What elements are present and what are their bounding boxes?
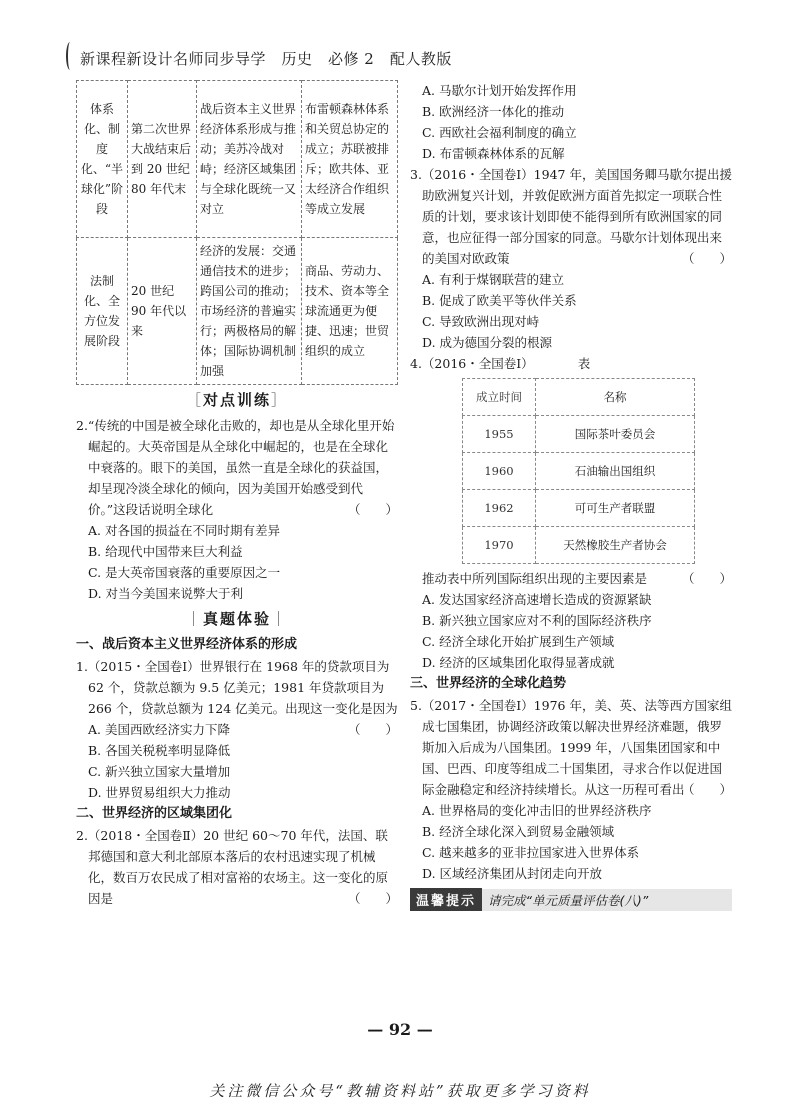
tip-label: 温馨提示 — [410, 888, 482, 911]
table-header: 名称 — [536, 379, 695, 416]
table-cell: 战后资本主义世界经济体系形成与推动；美苏冷战对峙；经济区域集团与全球化既统一又对立 — [197, 81, 302, 238]
option-c: C. 西欧社会福利制度的确立 — [422, 125, 577, 140]
real-question-1 — [76, 656, 398, 803]
organization-table — [462, 378, 695, 564]
tip-banner — [410, 888, 732, 911]
table-cell: 国际茶叶委员会 — [536, 416, 695, 453]
table-row — [463, 527, 695, 564]
table-cell: 商品、劳动力、技术、资本等全球流通更为便捷、迅速；世贸组织的成立 — [302, 238, 398, 385]
table-row — [463, 490, 695, 527]
answer-paren: （ ） — [347, 891, 398, 906]
real-question-2-stem — [76, 825, 398, 909]
table-cell: 1960 — [463, 453, 536, 490]
table-header-row — [463, 379, 695, 416]
answer-paren: （ ） — [347, 722, 398, 737]
summary-table — [76, 80, 398, 385]
option-a: A. 世界格局的变化冲击旧的世界经济秩序 — [422, 803, 652, 818]
table-cell: 经济的发展：交通通信技术的进步；跨国公司的推动；市场经济的普遍实行；两极格局的解体；国际协调机制加强 — [197, 238, 302, 385]
real-exam-banner: ｜真题体验｜ — [185, 610, 289, 628]
table-label: 表 — [577, 356, 591, 371]
answer-paren: （ ） — [681, 571, 732, 586]
table-cell: 法制化、全方位发展阶段 — [77, 238, 128, 385]
footer-note: 关注微信公众号“教辅资料站”获取更多学习资料 — [209, 1082, 591, 1100]
answer-paren: （ ） — [681, 251, 732, 266]
header-title: 新课程新设计名师同步导学 历史 必修 2 配人教版 — [80, 50, 452, 68]
practice-title: 对点训练 — [202, 391, 271, 409]
option-b: B. 给现代中国带来巨大利益 — [88, 544, 243, 559]
section-heading-1: 一、战后资本主义世界经济体系的形成 — [76, 637, 298, 652]
left-column — [76, 80, 398, 909]
option-d: D. 成为德国分裂的根源 — [422, 335, 553, 350]
option-b: B. 欧洲经济一体化的推动 — [422, 104, 565, 119]
table-row — [463, 416, 695, 453]
page-header — [80, 48, 730, 69]
real-question-2-options — [410, 80, 732, 164]
question-stem: 4.（2016・全国卷Ⅰ） 表 — [410, 356, 591, 371]
table-header: 成立时间 — [463, 379, 536, 416]
option-d: D. 世界贸易组织大力推动 — [88, 785, 231, 800]
real-question-4 — [410, 353, 732, 673]
question-stem: 2.“传统的中国是被全球化击败的，却也是从全球化里开始崛起的。大英帝国是从全球化中崛起的，也是在全球化中衰落的。眼下的美国，虽然一直是全球化的获益国，却呈现冷淡全球化的倾向，因为美国开始感受到代价。”这段话说明全球化 （ ） — [76, 415, 398, 520]
summary-table-row — [77, 81, 398, 238]
option-c: C. 越来越多的亚非拉国家进入世界体系 — [422, 845, 640, 860]
table-cell: 1955 — [463, 416, 536, 453]
option-a: A. 美国西欧经济实力下降 — [88, 722, 230, 737]
practice-banner: ［对点训练］ — [185, 391, 289, 409]
table-cell: 石油输出国组织 — [536, 453, 695, 490]
question-stem: 5.（2017・全国卷Ⅰ）1976 年，美、英、法等西方国家组成七国集团，协调经济政策以解决世界经济难题，俄罗斯加入后成为八国集团。1999 年，八国集团国家和中国、巴西、印度等组成二十国集团，寻求合作以促进国际金融稳定和经济持续增长。从这一历程可看出 （ ） — [410, 695, 732, 800]
option-d: D. 对当今美国来说弊大于利 — [88, 586, 244, 601]
option-a: A. 发达国家经济高速增长造成的资源紧缺 — [422, 592, 652, 607]
table-cell: 布雷顿森林体系和关贸总协定的成立；苏联被排斥；欧共体、亚太经济合作组织等成立发展 — [302, 81, 398, 238]
table-cell: 可可生产者联盟 — [536, 490, 695, 527]
option-a: A. 对各国的损益在不同时期有差异 — [88, 523, 280, 538]
question-stem: 1.（2015・全国卷Ⅰ）世界银行在 1968 年的贷款项目为 62 个，贷款总额为 9.5 亿美元；1981 年贷款项目为 266 个，贷款总额为 124 亿美元。出现这一变化是因为 （ ） — [76, 656, 398, 719]
option-d: D. 经济的区域集团化取得显著成就 — [422, 655, 615, 670]
question-prompt: 推动表中所列国际组织出现的主要因素是 （ ） — [410, 568, 732, 589]
real-question-3 — [410, 164, 732, 353]
page-number: — 92 — — [367, 1020, 433, 1039]
tip-text: 请完成“单元质量评估卷(八)” — [482, 889, 732, 911]
table-cell: 天然橡胶生产者协会 — [536, 527, 695, 564]
question-stem: 3.（2016・全国卷Ⅰ）1947 年，美国国务卿马歇尔提出援助欧洲复兴计划，并敦促欧洲方面首先拟定一项联合性质的计划，要求该计划即使不能得到所有欧洲国家的同意，也应征得一部分国家的同意。马歇尔计划体现出来的美国对欧政策 （ ） — [410, 164, 732, 269]
question-stem: 2.（2018・全国卷Ⅱ）20 世纪 60～70 年代，法国、联邦德国和意大利北部原本落后的农村迅速实现了机械化，数百万农民成了相对富裕的农场主。这一变化的原因是 （ ） — [76, 825, 398, 909]
option-a: A. 有利于煤钢联营的建立 — [422, 272, 564, 287]
table-row — [463, 453, 695, 490]
right-column — [410, 80, 732, 911]
answer-paren: （ ） — [681, 782, 732, 797]
summary-table-row — [77, 238, 398, 385]
option-a: A. 马歇尔计划开始发挥作用 — [422, 83, 577, 98]
option-b: B. 经济全球化深入到贸易金融领域 — [422, 824, 615, 839]
option-c: C. 经济全球化开始扩展到生产领域 — [422, 634, 615, 649]
practice-question-2 — [76, 415, 398, 604]
table-cell: 第二次世界大战结束后到 20 世纪 80 年代末 — [128, 81, 197, 238]
answer-paren: （ ） — [347, 502, 398, 517]
option-b: B. 促成了欧美平等伙伴关系 — [422, 293, 577, 308]
option-d: D. 布雷顿森林体系的瓦解 — [422, 146, 565, 161]
table-cell: 体系化、制度化、“半球化”阶段 — [77, 81, 128, 238]
section-heading-2: 二、世界经济的区域集团化 — [76, 806, 233, 821]
table-cell: 1970 — [463, 527, 536, 564]
option-d: D. 区域经济集团从封闭走向开放 — [422, 866, 603, 881]
header-bracket-decoration — [66, 42, 74, 70]
option-c: C. 新兴独立国家大量增加 — [88, 764, 231, 779]
table-cell: 1962 — [463, 490, 536, 527]
option-c: C. 导致欧洲出现对峙 — [422, 314, 540, 329]
option-c: C. 是大英帝国衰落的重要原因之一 — [88, 565, 281, 580]
option-b: B. 各国关税税率明显降低 — [88, 743, 231, 758]
real-question-5 — [410, 695, 732, 884]
option-b: B. 新兴独立国家应对不利的国际经济秩序 — [422, 613, 652, 628]
section-heading-3: 三、世界经济的全球化趋势 — [410, 676, 567, 691]
table-cell: 20 世纪 90 年代以来 — [128, 238, 197, 385]
real-exam-title: 真题体验 — [202, 610, 271, 628]
